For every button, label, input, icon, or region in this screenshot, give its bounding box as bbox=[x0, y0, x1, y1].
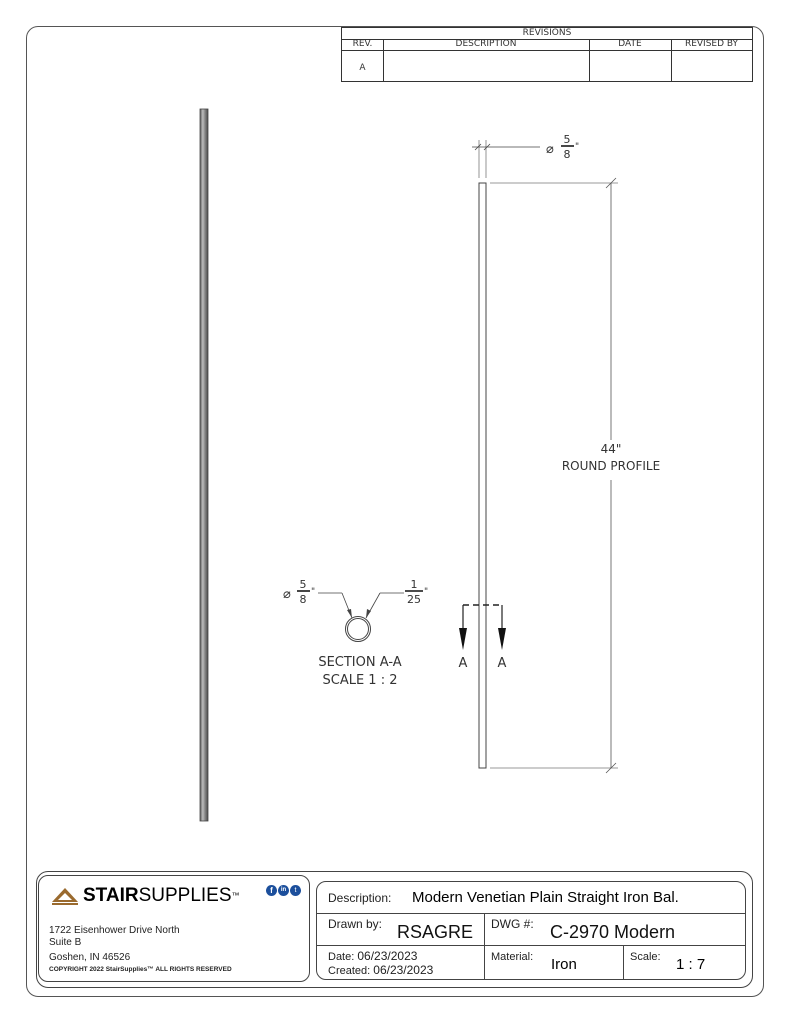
dwg-number-value: C-2970 Modern bbox=[550, 922, 676, 942]
brand-trademark: ™ bbox=[231, 891, 240, 900]
brand-bold: STAIR bbox=[83, 885, 139, 906]
baluster-front-view bbox=[479, 140, 486, 768]
section-diameter-denominator: 8 bbox=[299, 593, 307, 606]
section-arrow-label-right: A bbox=[497, 656, 507, 671]
top-diameter-symbol: ⌀ bbox=[546, 142, 554, 157]
top-diameter-denominator: 8 bbox=[563, 148, 571, 161]
address-line-3: Goshen, IN 46526 bbox=[49, 952, 131, 963]
material-label: Material: bbox=[491, 951, 534, 963]
brand-light: SUPPLIES bbox=[138, 885, 232, 906]
drawn-by-label: Drawn by: bbox=[328, 917, 383, 931]
date-header: DATE bbox=[618, 39, 642, 49]
rev-header: REV. bbox=[352, 39, 373, 49]
section-diameter-symbol: ⌀ bbox=[283, 587, 291, 602]
wall-numerator: 1 bbox=[410, 578, 418, 591]
section-scale: SCALE 1 : 2 bbox=[322, 673, 398, 688]
section-title: SECTION A-A bbox=[318, 655, 402, 670]
section-diameter-numerator: 5 bbox=[299, 578, 307, 591]
section-diameter-inch: " bbox=[311, 587, 316, 597]
length-value: 44" bbox=[600, 442, 622, 456]
created-label: Created: bbox=[328, 965, 371, 977]
copyright-notice: COPYRIGHT 2022 StairSupplies™ ALL RIGHTS RESERVED bbox=[49, 966, 232, 973]
facebook-icon[interactable]: f bbox=[266, 885, 277, 896]
description-label: Description: bbox=[328, 891, 392, 905]
brand-wordmark bbox=[83, 886, 240, 906]
date-value: 06/23/2023 bbox=[357, 949, 418, 963]
top-diameter-dimension bbox=[472, 144, 540, 150]
date-label: Date: bbox=[328, 951, 355, 963]
twitter-icon[interactable]: t bbox=[290, 885, 301, 896]
dwg-number-label: DWG #: bbox=[491, 917, 534, 931]
rev-value: A bbox=[359, 63, 366, 73]
drawing-info-box bbox=[316, 881, 746, 980]
company-info-box bbox=[38, 875, 310, 982]
description-header: DESCRIPTION bbox=[455, 39, 517, 49]
baluster-render bbox=[200, 109, 208, 821]
revisions-title: REVISIONS bbox=[522, 28, 572, 38]
date-row bbox=[328, 949, 417, 963]
top-diameter-inch: " bbox=[575, 142, 580, 152]
drawn-by-value: RSAGRE bbox=[397, 922, 474, 942]
top-diameter-numerator: 5 bbox=[563, 133, 571, 146]
linkedin-icon[interactable]: in bbox=[278, 885, 289, 896]
description-value: Modern Venetian Plain Straight Iron Bal. bbox=[412, 889, 679, 906]
section-arrow-label-left: A bbox=[458, 656, 468, 671]
address-line-1: 1722 Eisenhower Drive North bbox=[49, 925, 180, 936]
created-value: 06/23/2023 bbox=[373, 963, 434, 977]
stair-logo-icon bbox=[51, 886, 79, 906]
scale-label: Scale: bbox=[630, 951, 661, 963]
wall-denominator: 25 bbox=[407, 593, 421, 606]
profile-label: ROUND PROFILE bbox=[561, 459, 661, 473]
section-view bbox=[318, 593, 404, 642]
material-value: Iron bbox=[551, 956, 577, 973]
revised-by-header: REVISED BY bbox=[684, 39, 739, 49]
created-row bbox=[328, 963, 433, 977]
length-dimension bbox=[490, 178, 618, 773]
scale-value: 1 : 7 bbox=[676, 956, 706, 973]
address-line-2: Suite B bbox=[49, 937, 82, 948]
wall-inch: " bbox=[424, 587, 429, 597]
